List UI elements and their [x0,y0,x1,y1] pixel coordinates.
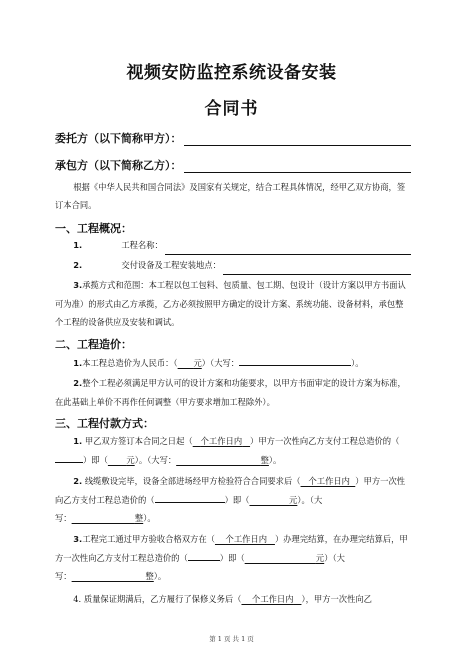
section-1-item-1 [55,236,411,255]
item-number: 4. [73,594,82,604]
party-b-row [55,157,411,173]
item-number: 1. [73,436,83,446]
item-number: 1. [73,240,83,250]
item-number: 3. [73,534,83,544]
percent-blank [155,492,225,503]
section-2-heading: 二、工程造价： [55,338,132,351]
days-blank: 个工作日内 [200,436,243,446]
days-blank: 个工作日内 [252,594,294,604]
days-blank: 个工作日内 [225,534,268,544]
section-2-item-1: 1.本工程总造价为人民币：（ 元）（大写： ）。 [55,354,411,373]
install-location-blank [223,263,411,275]
item-text: 工程名称： [121,240,163,250]
days-blank: 个工作日内 [308,476,350,486]
party-a-row [55,130,411,146]
section-3-item-4: 4. 质量保证期满后，乙方履行了保修义务后（ 个工作日内 ），甲方一次性向乙 [73,594,372,604]
item-number: 2. [73,260,83,270]
section-1-heading: 一、工程概况： [55,222,132,235]
section-3-item-1: 1. 甲乙双方签订本合同之日起（ 个工作日内 ）甲方一次性向乙方支付工程总造价的（）即（ 元）。（大写： 整）。 [55,432,411,469]
yuan-blank: 元 [126,454,135,465]
party-a-label: 委托方（以下简称甲方）： [55,132,182,145]
item-text: 整个工程必须满足甲方认可的设计方案和功能要求，以甲方书面审定的设计方案为标准，在此基础上单价不再作任何调整（甲方要求增加工程除外）。 [55,378,406,407]
document-subtitle: 合同书 [204,99,259,119]
amount-in-words-blank [239,355,351,366]
item-text: 承揽方式和范围：本工程以包工包料、包质量、包工期、包设计（设计方案以甲方书面认可为准）的形式由乙方承揽，乙方必须按照甲方确定的设计方案、系统功能、设备材料，承包整个工程的设备供应及安装和调试。 [55,280,406,328]
section-3-item-3: 3.工程完工通过甲方验收合格双方在（ 个工作日内 ）办理完结算，在办理完结算后，甲方一次性向乙方支付工程总造价的（ ）即（ 元）（大写： 整）。 [55,534,408,582]
party-b-label: 承包方（以下简称乙方）： [55,159,182,172]
section-3-heading: 三、工程付款方式： [55,417,154,430]
words-blank: 整 [145,571,154,582]
item-number: 2. [73,378,83,388]
project-name-blank [165,243,411,255]
amount-yuan-blank: 元 [193,358,202,368]
section-2-item-2 [55,374,411,411]
section-3-item-2: 2. 线缆敷设完毕，设备全部进场经甲方检验符合合同要求后（ 个工作日内 ）甲方一次性向乙方支付工程总造价的（ ）即（ 元）。（大写： 整）。 [55,476,406,524]
percent-blank [188,550,220,561]
item-number: 1. [73,358,83,368]
percent-blank [55,452,83,463]
page-footer: 第 1 页 共 1 页 [209,635,254,643]
section-1-item-2 [55,256,411,275]
words-blank: 整 [134,513,144,524]
item-number: 2. [73,476,83,486]
yuan-blank: 元 [315,552,325,563]
document-title: 视频安防监控系统设备安装 [126,63,337,83]
party-a-blank [184,133,412,146]
item-text: 交付设备及工程安装地点： [121,260,221,270]
party-b-blank [184,160,412,173]
words-blank: 整 [260,454,269,465]
section-1-item-3 [55,276,411,332]
yuan-blank: 元 [289,494,298,505]
item-number: 3. [73,280,83,290]
intro-paragraph: 根据《中华人民共和国合同法》及国家有关规定，结合工程具体情况，经甲乙双方协商，签订本合同。 [55,182,406,210]
